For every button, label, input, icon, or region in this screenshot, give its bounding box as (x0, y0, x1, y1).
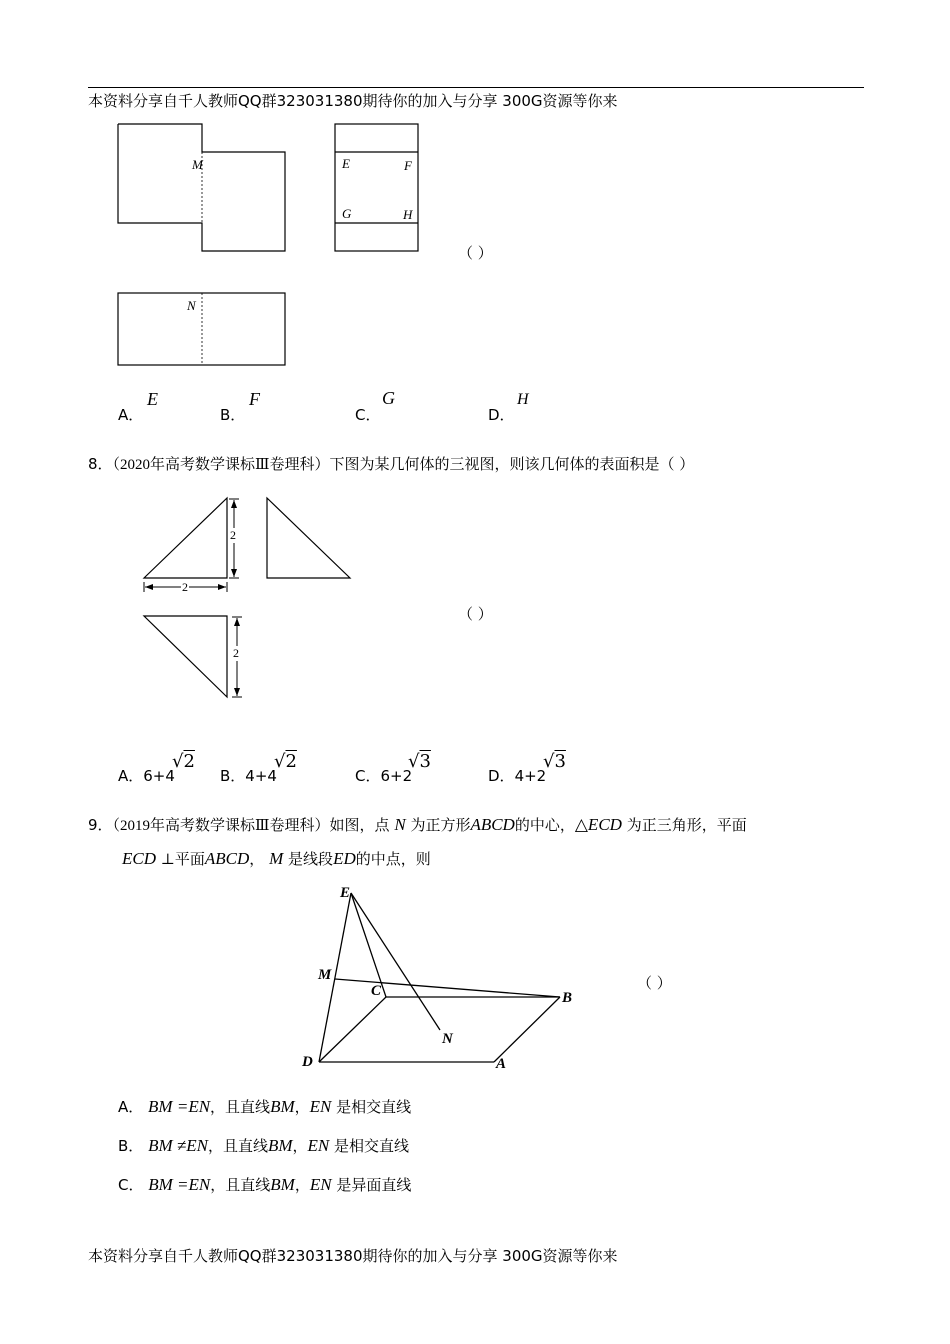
q7-option-d-letter: D． (488, 406, 515, 424)
q8-option-a: A．6+4 (118, 767, 175, 785)
q8-blank: （ ） (458, 605, 493, 623)
q9-edge-AB (494, 997, 560, 1062)
q9-option-b: B． BM ≠EN，且直线BM，EN 是相交直线 (118, 1136, 410, 1155)
q7-label-N: N (187, 298, 196, 313)
q9-label-D: D (302, 1054, 313, 1070)
q8-option-b: B．4+4 (220, 767, 277, 785)
q7-option-b-value: F (249, 389, 260, 409)
q7-option-d-value: H (517, 391, 529, 408)
q8-option-d: D．4+2 (488, 767, 547, 785)
q8-option-b-sqrt: √2 (274, 751, 297, 772)
q8-option-a-sqrt: √2 (172, 751, 195, 772)
q8-option-c-sqrt: √3 (408, 751, 431, 772)
q9-blank: （ ） (637, 974, 672, 992)
q7-label-G: G (342, 206, 352, 221)
q7-option-c-value: G (382, 388, 395, 408)
q7-label-F: F (404, 158, 412, 173)
q8-option-d-sqrt: √3 (543, 751, 566, 772)
q8-dim-label-w1: 2 (182, 580, 188, 594)
q7-blank: （ ） (458, 244, 493, 262)
q8-dim-label-h1: 2 (230, 528, 236, 542)
q7-option-a-value: E (147, 389, 158, 409)
q9-option-c: C． BM =EN，且直线BM，EN 是异面直线 (118, 1175, 412, 1194)
q8-number: 8． (88, 455, 113, 473)
q9-label-A: A (496, 1056, 507, 1072)
q9-number: 9． (88, 816, 113, 834)
q9-source: （2019年高考数学课标Ⅲ卷理科） (112, 818, 330, 834)
q7-option-c-letter: C． (355, 406, 381, 424)
q9-stem-line2: ECD ⊥平面ABCD， M 是线段ED的中点，则 (122, 849, 431, 868)
q9-label-E: E (340, 885, 351, 901)
q9-stem-line1: 9．（2019年高考数学课标Ⅲ卷理科）如图，点 N 为正方形ABCD的中心，△ECD 为正三角形，平面 (88, 815, 747, 834)
q9-segment-BM (335, 979, 560, 997)
q7-option-a-letter: A． (118, 406, 144, 424)
header-text: 本资料分享自千人教师QQ群323031380期待你的加入与分享 300G资源等你来 (88, 92, 618, 110)
footer-text: 本资料分享自千人教师QQ群323031380期待你的加入与分享 300G资源等你来 (88, 1247, 618, 1265)
q8-option-c: C．6+2 (355, 767, 413, 785)
q8-stem-text: 下图为某几何体的三视图，则该几何体的表面积是（ ） (329, 455, 695, 473)
q7-label-H: H (403, 207, 413, 222)
q9-segment-EN (351, 893, 440, 1030)
q7-label-M: M (192, 157, 203, 172)
q8-source: （2020年高考数学课标Ⅲ卷理科） (112, 457, 330, 473)
q9-label-M: M (318, 967, 332, 983)
q8-dim-label-h2: 2 (233, 646, 239, 660)
q9-label-N: N (442, 1031, 453, 1047)
q7-label-E: E (342, 156, 350, 171)
q9-label-C: C (371, 983, 382, 999)
q9-option-a: A． BM =EN，且直线BM，EN 是相交直线 (118, 1097, 412, 1116)
q9-label-B: B (562, 990, 573, 1006)
q7-option-b-letter: B． (220, 406, 246, 424)
